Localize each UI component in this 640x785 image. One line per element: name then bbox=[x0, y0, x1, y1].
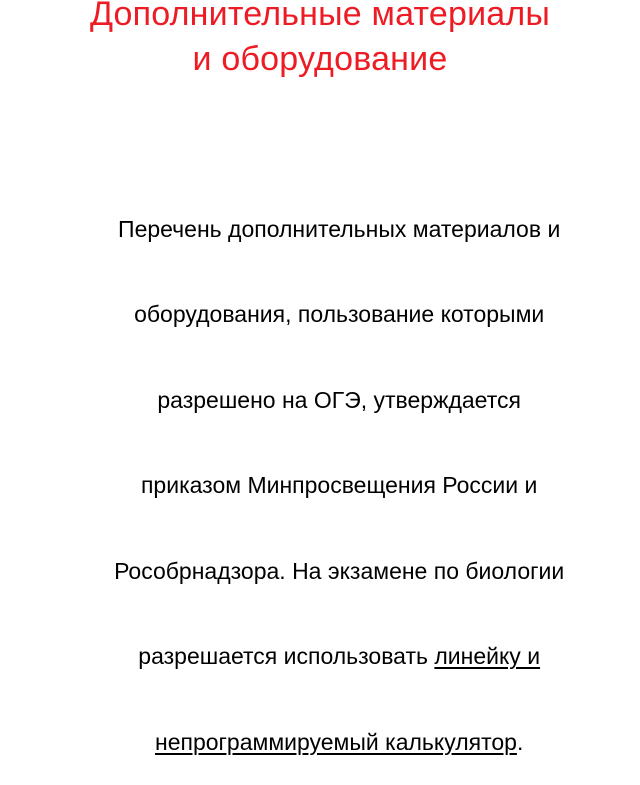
body-paragraph bbox=[20, 186, 620, 785]
body-line-2-text: оборудования, пользование которыми bbox=[134, 301, 545, 327]
body-line-7-period: . bbox=[516, 728, 524, 755]
title-line-1: Дополнительные материалы bbox=[89, 0, 551, 33]
body-line-6-text: разрешается использовать bbox=[138, 643, 435, 669]
body-line-2 bbox=[20, 272, 620, 358]
body-line-5 bbox=[20, 528, 620, 614]
underlined-phrase-part-1: линейку и bbox=[434, 643, 541, 669]
body-line-1-text: Перечень дополнительных материалов и bbox=[118, 215, 561, 242]
body-line-3-text: разрешено на ОГЭ, утверждается bbox=[157, 386, 521, 413]
underlined-phrase-part-2: непрограммируемый калькулятор bbox=[155, 728, 517, 755]
body-line-4-text: приказом Минпросвещения России и bbox=[140, 472, 538, 498]
body-line-6 bbox=[20, 614, 620, 700]
slide-title bbox=[0, 0, 640, 82]
body-line-7 bbox=[20, 699, 620, 785]
body-line-4 bbox=[20, 443, 620, 529]
title-line-2: и оборудование bbox=[192, 40, 448, 78]
body-line-3 bbox=[20, 357, 620, 443]
body-line-5-text: Рособрнадзора. На экзамене по биологии bbox=[114, 557, 565, 584]
body-line-1 bbox=[20, 186, 620, 272]
